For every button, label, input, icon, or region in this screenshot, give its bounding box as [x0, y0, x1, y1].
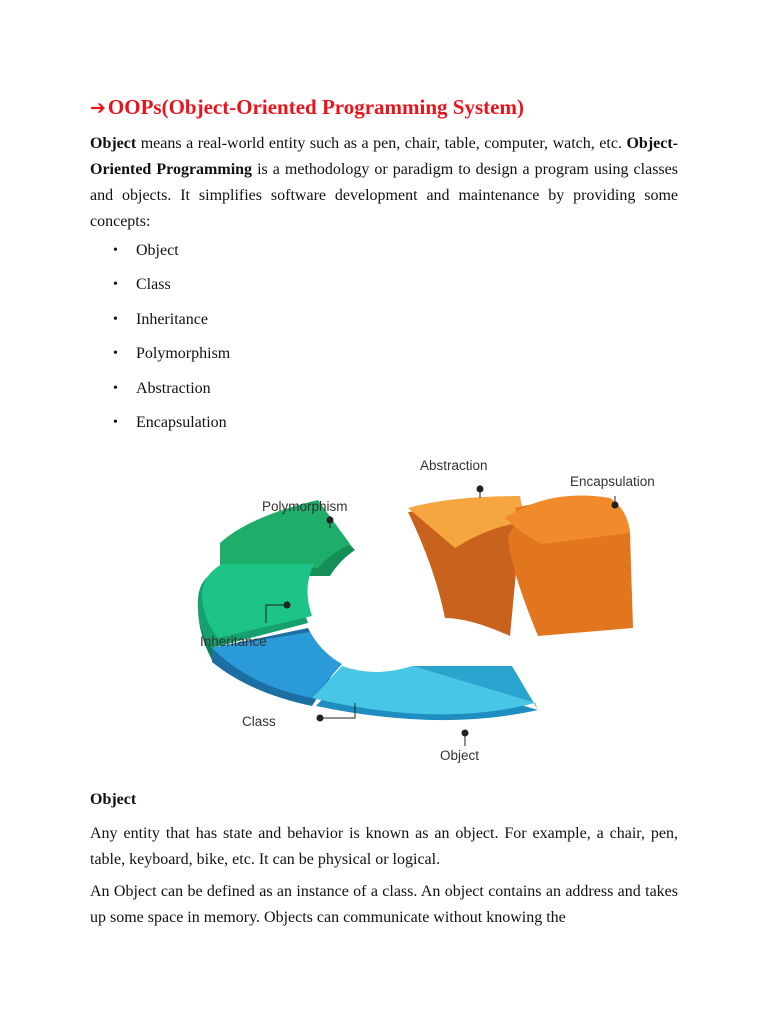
segment-object [312, 666, 538, 720]
label-polymorphism: Polymorphism [262, 499, 348, 514]
intro-text-1: means a real-world entity such as a pen, chair, table, computer, watch, etc. [136, 135, 627, 152]
list-item-label: Class [136, 276, 171, 294]
bullet-icon: • [113, 277, 118, 293]
bullet-icon: • [113, 311, 118, 327]
label-class: Class [242, 714, 276, 729]
page-title-text: OOPs(Object-Oriented Programming System) [107, 95, 524, 119]
page-title [90, 95, 524, 120]
list-item [90, 239, 230, 273]
list-item [90, 342, 230, 376]
label-encapsulation: Encapsulation [570, 474, 655, 489]
segment-encapsulation [505, 496, 633, 637]
label-object: Object [440, 748, 480, 763]
object-paragraph-1: Any entity that has state and behavior is known as an object. For example, a chair, pen, table, keyboard, bike, etc. It can be physical or logical. [90, 825, 678, 868]
list-item-label: Polymorphism [136, 345, 231, 363]
object-paragraph-2: An Object can be defined as an instance of a class. An object contains an address and takes up some space in memory. Objects can communicate without knowing the [90, 883, 678, 926]
bullet-icon: • [113, 414, 118, 430]
oops-concepts-diagram [190, 448, 690, 778]
concepts-list [90, 239, 230, 445]
label-inheritance: Inheritance [200, 634, 267, 649]
list-item [90, 308, 230, 342]
intro-text-2: is a methodology or paradigm to design a program using classes and objects. It simplifies software development and maintenance by providing some concepts: [90, 161, 678, 230]
list-item [90, 411, 230, 445]
intro-term-object: Object [90, 135, 137, 152]
intro-paragraph [90, 131, 678, 235]
right-arrow-icon: ➔ [90, 97, 106, 119]
object-section-title: Object [90, 791, 137, 808]
bullet-icon: • [113, 380, 118, 396]
list-item-label: Encapsulation [136, 413, 227, 431]
list-item-label: Abstraction [136, 379, 211, 397]
list-item [90, 273, 230, 307]
list-item-label: Object [136, 242, 179, 259]
label-abstraction: Abstraction [420, 458, 488, 473]
intro-term-oop: Object-Oriented Programming [90, 135, 678, 178]
bullet-icon: • [113, 346, 118, 362]
bullet-icon: • [113, 243, 118, 258]
list-item-label: Inheritance [136, 310, 208, 328]
list-item [90, 377, 230, 411]
